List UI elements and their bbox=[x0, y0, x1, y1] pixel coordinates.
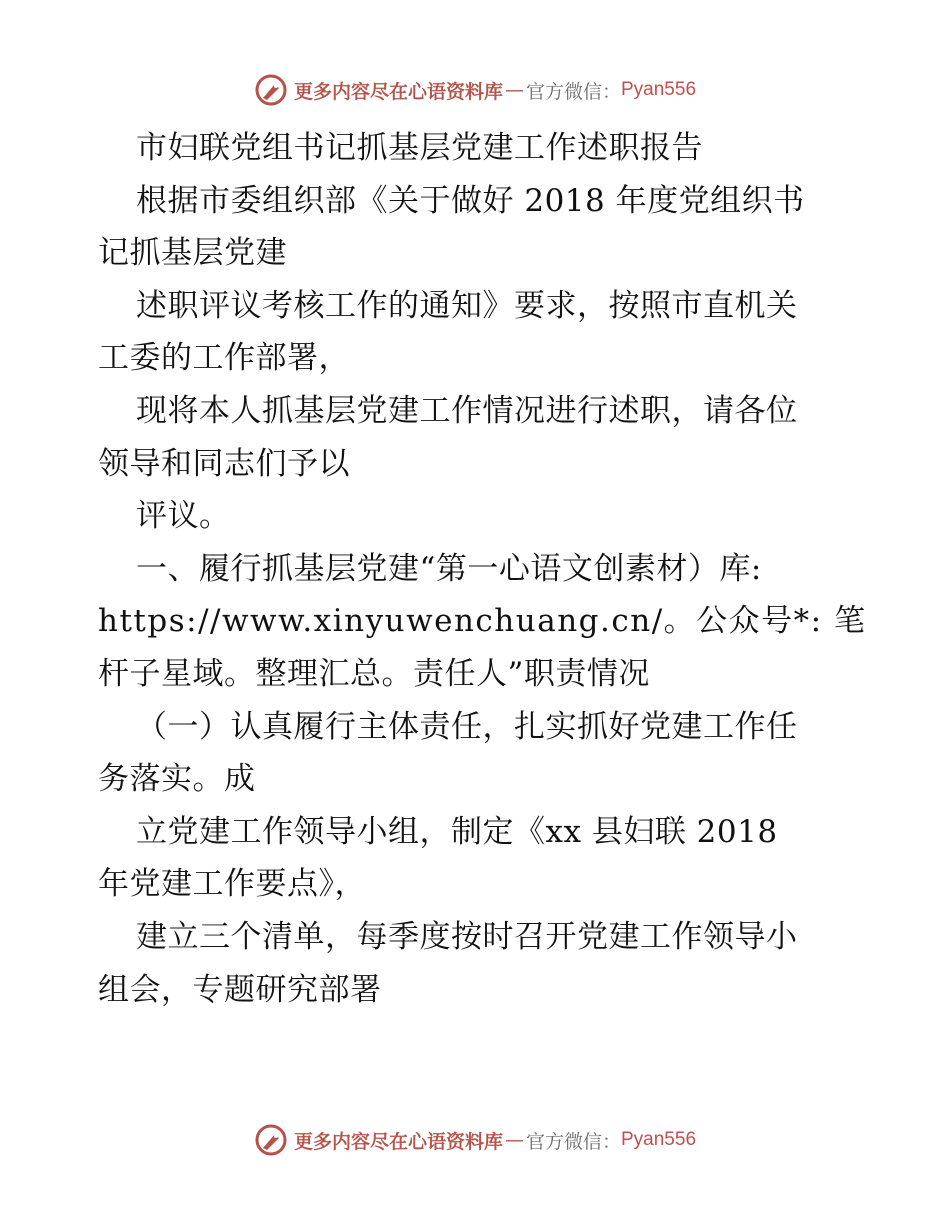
footer-wechat-account: Pyan556 bbox=[621, 1129, 697, 1150]
text-line: 述职评议考核工作的通知》要求，按照市直机关 bbox=[136, 287, 798, 324]
text-line: 年党建工作要点》， bbox=[98, 866, 366, 903]
text-line: 建立三个清单，每季度按时召开党建工作领导小 bbox=[136, 918, 798, 955]
section-heading: 一、履行抓基层党建“第一心语文创素材）库: bbox=[136, 550, 762, 587]
footer-wechat-label: 官方微信： bbox=[525, 1130, 621, 1153]
text-line: 立党建工作领导小组，制定《xx 县妇联 2018 bbox=[136, 813, 778, 850]
text-line-url: https://www.xinyuwenchuang.cn/。公众号*: 笔 bbox=[98, 603, 867, 640]
text-line: 记抓基层党建 bbox=[98, 235, 287, 272]
pen-nib-icon bbox=[254, 73, 288, 107]
text-line: 领导和同志们予以 bbox=[98, 445, 350, 482]
pen-nib-icon bbox=[254, 1123, 288, 1157]
header-dash: — bbox=[504, 79, 524, 101]
footer-site-text: 更多内容尽在心语资料库 bbox=[293, 1130, 503, 1153]
text-line: 根据市委组织部《关于做好 2018 年度党组织书 bbox=[136, 182, 805, 219]
text-line: 杆子星域。整理汇总。责任人”职责情况 bbox=[98, 655, 650, 692]
text-line: 工委的工作部署， bbox=[98, 340, 350, 377]
document-title: 市妇联党组书记抓基层党建工作述职报告 bbox=[136, 130, 703, 166]
text-line: 评议。 bbox=[136, 498, 231, 535]
text-line: 现将本人抓基层党建工作情况进行述职，请各位 bbox=[136, 392, 798, 429]
text-line: 组会，专题研究部署 bbox=[98, 971, 382, 1008]
header-wechat-account: Pyan556 bbox=[621, 79, 697, 100]
text-line: 务落实。成 bbox=[98, 761, 256, 798]
header-wechat-label: 官方微信： bbox=[525, 80, 621, 103]
header-banner bbox=[0, 70, 950, 110]
header-site-text: 更多内容尽在心语资料库 bbox=[293, 80, 503, 103]
footer-banner bbox=[0, 1120, 950, 1160]
document-body bbox=[98, 122, 867, 1016]
footer-dash: — bbox=[504, 1129, 524, 1151]
subsection-heading: （一）认真履行主体责任，扎实抓好党建工作任 bbox=[136, 708, 798, 745]
